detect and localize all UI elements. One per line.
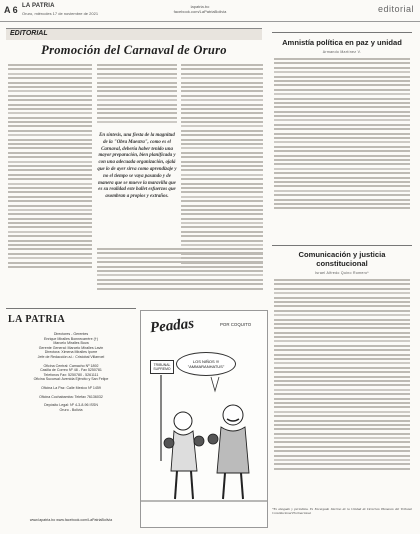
staff-line: Oficina Sucursal: Avenida Ejército y San Felipe (33, 377, 109, 382)
staff-line: Directores - Gerentes (53, 332, 89, 336)
social-links (150, 4, 250, 14)
article-1-body (274, 58, 410, 238)
section-name: editorial (377, 4, 414, 14)
staff-box-logo: LA PATRIA (8, 314, 66, 325)
editorial-column-2-top (97, 64, 177, 130)
editorial-text-lines (8, 64, 92, 268)
article-2-body (274, 279, 410, 503)
cartoon-drawing (141, 311, 268, 528)
editorial-column-1 (8, 64, 92, 300)
right-top-rule (272, 32, 412, 33)
staff-line: Jefe de Redacción a.i.: Cristobal Villarroel (37, 354, 105, 359)
staff-line: Oficina Cochabamba: Telefax 76136032 (39, 394, 103, 399)
staff-line: Oficina La Paz: Calle Mexico Nº 1459 (41, 385, 101, 390)
article-1-title: Amnistía política en paz y unidad (282, 38, 402, 47)
cartoon-speech-bubble: LOS NIÑOS !!! "AMMARANHATUS" (176, 352, 236, 376)
staff-line: Enrique Miralles Bonnecarrère (†) (44, 336, 98, 341)
staff-line: Casilla de Correo Nº 48 - Fax 5250781 (40, 368, 102, 373)
issue-date: Oruro, miércoles 17 de noviembre de 2021 (22, 11, 99, 16)
editorial-label: EDITORIAL (10, 30, 48, 37)
article-2-byline: Israel Alfredo Quino Romero* (315, 271, 369, 275)
article-2-title: Comunicación y justicia constitucional (298, 250, 386, 268)
staff-line: Gerente General: Marcelo Miralles Lavin (38, 345, 104, 350)
editorial-column-2-bottom (97, 248, 263, 300)
staff-box-urls: www.lapatria.bo www.facebook.com/LaPatriaBolivia (29, 518, 113, 522)
masthead: LA PATRIA (22, 3, 55, 9)
cartoon-sign: TRIBUNAL SUPREMO (150, 360, 174, 374)
facebook-link[interactable]: facebook.com/LaPatriaBolivia (173, 9, 227, 14)
staff-line: Oruro - Bolivia (59, 407, 83, 412)
staff-line: Marcelo Miralles Bova (53, 341, 89, 346)
website-link[interactable]: lapatria.bo (190, 4, 210, 9)
editorial-pull-quote: En síntesis, una fiesta de la magnitud de la "Obra Maestra", como es el Carnaval, debería haber tenido una mayor preparación, bien planificada y con una adecuada organización, ojalá que lo de ayer sirva como aprendizaje y no el tiempo se vaya pasando y de manera que se mueve la maravilla que es su realidad este ballet esfuerzos que asombran a propios y extraños. (97, 133, 177, 200)
editorial-title: Promoción del Carnaval de Oruro (41, 43, 227, 57)
staff-box-list (8, 332, 134, 412)
cartoon-brand: Peadas (149, 315, 195, 337)
article-2-footnote: *Es abogado y periodista. Es Encargado Interino de la Unidad de Derechos Humanos del Tribunal Constitucional Plurinacional. (272, 507, 412, 516)
staff-line: Directora: Ximena Miralles Iporre (44, 350, 98, 355)
page-number: A 6 (4, 5, 18, 15)
article-2-rule (272, 245, 412, 246)
staff-line: Depósito Legal: Nº 4-3-8-96 ISSN (44, 403, 98, 408)
cartoon-author: POR COQUITO (220, 322, 252, 327)
cartoon-panel (140, 310, 268, 528)
article-1-byline: Armando Martínez V. (322, 50, 362, 54)
staff-line: Oficina Central: Camacho Nº 1892 (43, 363, 99, 368)
editorial-label-bar (6, 28, 262, 40)
staff-line: Telefonos Fax: 5250780 - 5261111 (43, 372, 99, 377)
